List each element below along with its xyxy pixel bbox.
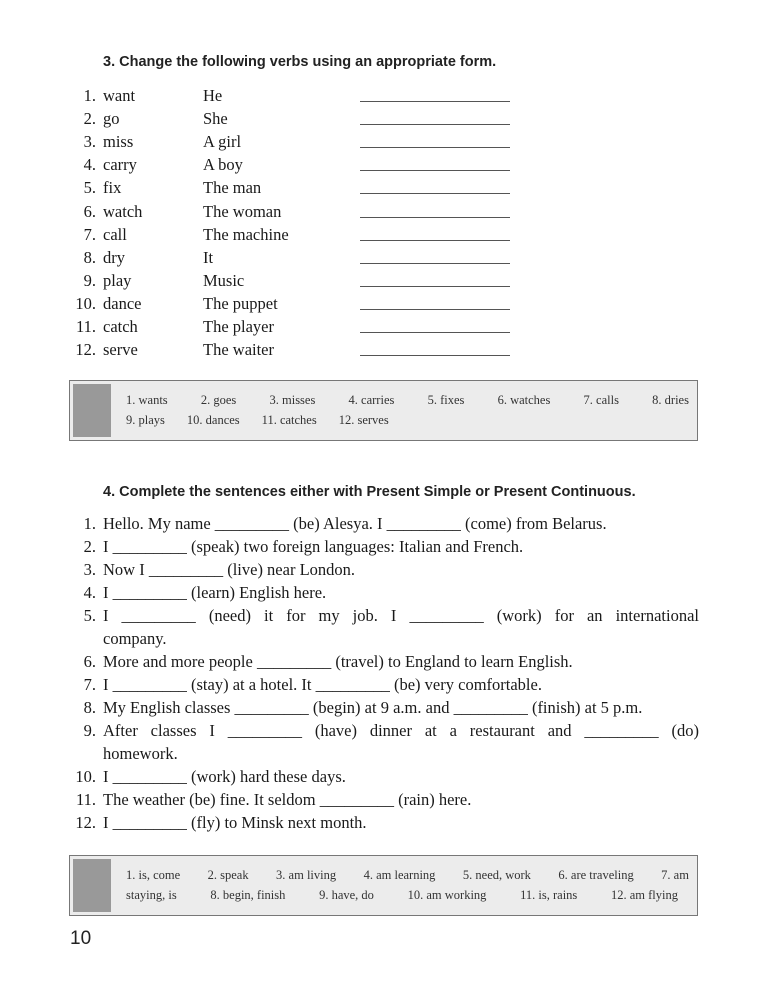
answer-text: 11. catches bbox=[261, 413, 317, 427]
answer-text: 12. am flying bbox=[610, 888, 678, 902]
answer-text: staying, is bbox=[126, 888, 177, 902]
exercise-row bbox=[60, 153, 520, 176]
item-number: 6. bbox=[83, 201, 96, 221]
item-number: 10. bbox=[75, 293, 96, 313]
exercise-row bbox=[60, 223, 520, 246]
exercise-row bbox=[60, 315, 520, 338]
sentence-item bbox=[60, 604, 699, 650]
sentence-text: Hello. My name _________ (be) Alesya. I _________ (come) from Belarus. bbox=[103, 514, 607, 533]
sentence-item bbox=[60, 719, 699, 765]
item-number: 12. bbox=[75, 813, 96, 832]
subject: The waiter bbox=[203, 340, 275, 360]
answer-text: 7. am bbox=[661, 868, 689, 882]
sentence-text: My English classes _________ (begin) at 9 a.m. and _________ (finish) at 5 p.m. bbox=[103, 698, 643, 717]
verb: miss bbox=[103, 132, 134, 152]
page-number: 10 bbox=[70, 928, 92, 949]
sentence-text: company. bbox=[103, 629, 167, 648]
sentence-item bbox=[60, 650, 699, 673]
item-number: 3. bbox=[83, 560, 96, 579]
sentence-item bbox=[60, 535, 699, 558]
answer-text: 10. dances bbox=[186, 413, 240, 427]
verb: watch bbox=[103, 201, 143, 221]
item-number: 4. bbox=[83, 583, 96, 602]
item-number: 11. bbox=[75, 790, 96, 809]
sentence-text: I _________ (fly) to Minsk next month. bbox=[103, 813, 367, 832]
answer-text: 4. carries bbox=[348, 393, 395, 407]
answer-text: 3. misses bbox=[269, 393, 316, 407]
sentence-item bbox=[60, 558, 699, 581]
answer-line bbox=[126, 885, 678, 905]
answer-text: 4. am learning bbox=[363, 868, 436, 882]
sentence-item bbox=[60, 765, 699, 788]
exercise-row bbox=[60, 246, 520, 269]
answer-text: 12. serves bbox=[338, 413, 389, 427]
sentence-item bbox=[60, 581, 699, 604]
subject: It bbox=[203, 247, 214, 267]
item-number: 1. bbox=[83, 86, 96, 105]
item-number: 3. bbox=[83, 132, 96, 152]
verb: fix bbox=[103, 178, 122, 198]
verb: play bbox=[103, 270, 132, 290]
answer-blank[interactable] bbox=[360, 240, 510, 241]
item-number: 4. bbox=[83, 155, 96, 175]
sentence-text: I _________ (speak) two foreign languages: Italian and French. bbox=[103, 537, 524, 556]
verb: want bbox=[103, 86, 136, 105]
item-number: 9. bbox=[83, 270, 96, 290]
answer-blank[interactable] bbox=[360, 332, 510, 333]
sentence-text: The weather (be) fine. It seldom _________ (rain) here. bbox=[103, 790, 472, 809]
verb: go bbox=[103, 109, 120, 129]
answer-text: 8. begin, finish bbox=[210, 888, 286, 902]
subject: A boy bbox=[203, 155, 243, 175]
sentence-text: I _________ (work) hard these days. bbox=[103, 767, 346, 786]
item-number: 12. bbox=[75, 340, 96, 360]
answer-text: 6. watches bbox=[497, 393, 551, 407]
subject: Music bbox=[203, 270, 245, 290]
exercise-row bbox=[60, 292, 520, 315]
verb: dry bbox=[103, 247, 125, 267]
exercise-row bbox=[60, 200, 520, 223]
exercise-row bbox=[60, 338, 520, 361]
answer-box-strip bbox=[73, 384, 111, 437]
answer-text: 1. wants bbox=[126, 393, 168, 407]
sentence-text: After classes I _________ (have) dinner at a restaurant and _________ (do) bbox=[103, 721, 699, 740]
sentence-text: I _________ (learn) English here. bbox=[103, 583, 327, 602]
exercise-row bbox=[60, 130, 520, 153]
answer-text: 2. speak bbox=[207, 868, 249, 882]
subject: The woman bbox=[203, 201, 282, 221]
exercise-row bbox=[60, 84, 520, 107]
answer-line bbox=[126, 865, 689, 885]
item-number: 8. bbox=[83, 698, 96, 717]
answer-text: 9. plays bbox=[126, 413, 165, 427]
answer-blank[interactable] bbox=[360, 263, 510, 264]
answer-text: 3. am living bbox=[276, 868, 337, 882]
subject: The man bbox=[203, 178, 262, 198]
answer-box-4 bbox=[69, 855, 698, 916]
subject: The player bbox=[203, 317, 275, 336]
item-number: 5. bbox=[83, 606, 96, 625]
verb: dance bbox=[103, 293, 142, 313]
item-number: 11. bbox=[75, 317, 96, 336]
answer-text: 5. need, work bbox=[462, 868, 531, 882]
answer-line bbox=[126, 410, 689, 430]
answer-line bbox=[126, 390, 689, 410]
item-number: 2. bbox=[83, 109, 96, 129]
answer-text: 10. am working bbox=[407, 888, 487, 902]
subject: The machine bbox=[203, 224, 289, 244]
answer-blank[interactable] bbox=[360, 147, 510, 148]
verb: catch bbox=[103, 317, 138, 336]
item-number: 2. bbox=[83, 537, 96, 556]
exercise-3-title: 3. Change the following verbs using an appropriate form. bbox=[103, 54, 497, 70]
subject: She bbox=[203, 109, 228, 129]
sentence-item bbox=[60, 512, 699, 535]
item-number: 10. bbox=[75, 767, 96, 786]
exercise-row bbox=[60, 269, 520, 292]
answer-box-strip bbox=[73, 859, 111, 912]
sentence-text: Now I _________ (live) near London. bbox=[103, 560, 356, 579]
answer-text: 2. goes bbox=[200, 393, 237, 407]
answer-text: 6. are traveling bbox=[558, 868, 634, 882]
answer-blank[interactable] bbox=[360, 217, 510, 218]
sentence-item bbox=[60, 673, 699, 696]
answer-blank[interactable] bbox=[360, 309, 510, 310]
verb: serve bbox=[103, 340, 138, 360]
item-number: 8. bbox=[83, 247, 96, 267]
answer-blank[interactable] bbox=[360, 193, 510, 194]
subject: A girl bbox=[203, 132, 242, 152]
sentence-text: I _________ (stay) at a hotel. It _________ (be) very comfortable. bbox=[103, 675, 542, 694]
answer-text: 7. calls bbox=[583, 393, 619, 407]
answer-box-3 bbox=[69, 380, 698, 441]
sentence-text: homework. bbox=[103, 744, 178, 763]
exercise-row bbox=[60, 176, 520, 199]
verb: carry bbox=[103, 155, 137, 175]
exercise-4-list bbox=[60, 512, 699, 834]
item-number: 7. bbox=[83, 224, 96, 244]
verb: call bbox=[103, 224, 127, 244]
sentence-item bbox=[60, 696, 699, 719]
answer-text: 5. fixes bbox=[427, 393, 465, 407]
answer-blank[interactable] bbox=[360, 286, 510, 287]
answer-text: 9. have, do bbox=[319, 888, 374, 902]
exercise-4-title: 4. Complete the sentences either with Present Simple or Present Continuous. bbox=[103, 484, 636, 500]
sentence-text: More and more people _________ (travel) to England to learn English. bbox=[103, 652, 573, 671]
sentence-item bbox=[60, 788, 699, 811]
answer-blank[interactable] bbox=[360, 101, 510, 102]
answer-text: 1. is, come bbox=[126, 868, 181, 882]
answer-text: 8. dries bbox=[652, 393, 689, 407]
answer-blank[interactable] bbox=[360, 124, 510, 125]
answer-blank[interactable] bbox=[360, 170, 510, 171]
item-number: 5. bbox=[83, 178, 96, 198]
sentence-text: I _________ (need) it for my job. I _________ (work) for an international bbox=[103, 606, 699, 625]
item-number: 6. bbox=[83, 652, 96, 671]
item-number: 1. bbox=[83, 514, 96, 533]
answer-text: 11. is, rains bbox=[520, 888, 578, 902]
sentence-item bbox=[60, 811, 699, 834]
item-number: 9. bbox=[83, 721, 96, 740]
answer-blank[interactable] bbox=[360, 355, 510, 356]
exercise-row bbox=[60, 107, 520, 130]
item-number: 7. bbox=[83, 675, 96, 694]
subject: The puppet bbox=[203, 293, 278, 313]
subject: He bbox=[203, 86, 223, 105]
